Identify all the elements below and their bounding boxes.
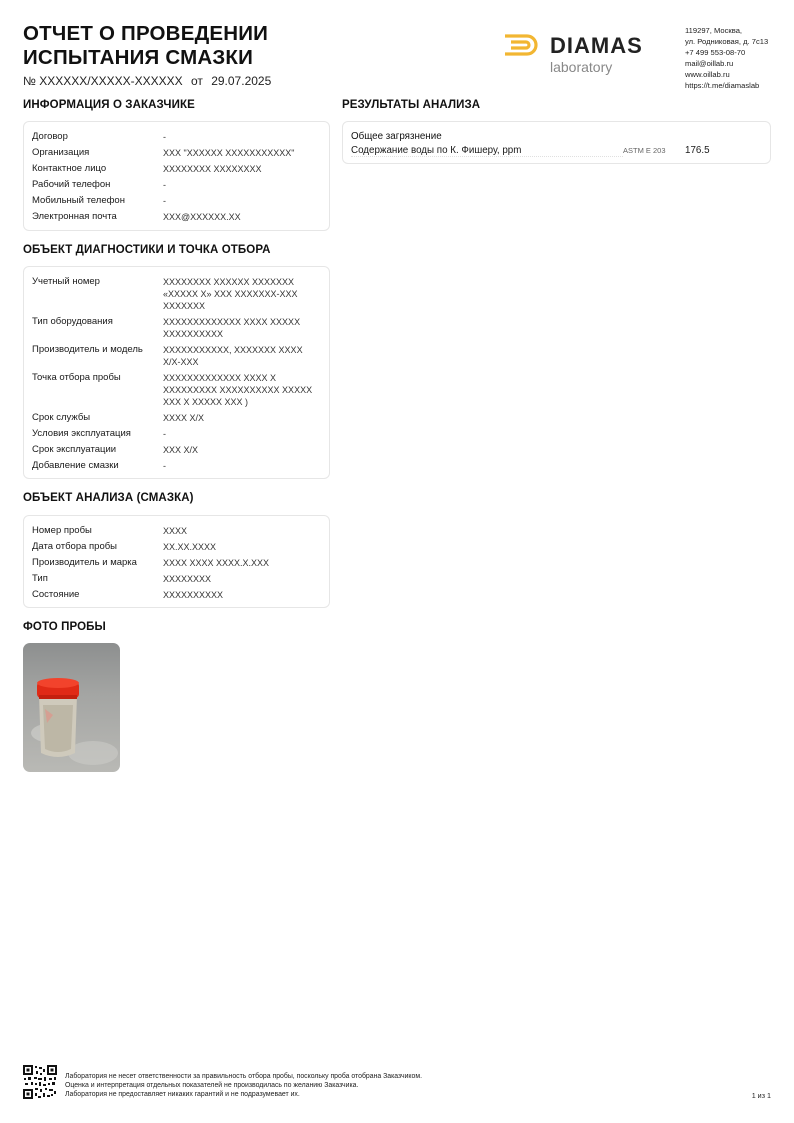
- field-label: Производитель и модель: [32, 344, 143, 355]
- result-method: ASTM E 203: [623, 146, 666, 155]
- field-label: Производитель и марка: [32, 557, 137, 568]
- field-value: -: [163, 429, 166, 439]
- field-value: XXXX XXXX XXXX.X.XXX: [163, 558, 270, 568]
- field-value: XX.XX.XXXX: [163, 542, 217, 552]
- logo-wordmark: DIAMAS: [550, 33, 643, 58]
- object-row: [32, 316, 321, 344]
- field-label: Тип: [32, 573, 48, 584]
- field-value: -: [163, 196, 166, 206]
- qr-code-icon[interactable]: [23, 1065, 57, 1099]
- address-line1: 119297, Москва,: [685, 26, 743, 35]
- diamas-logo: [503, 32, 673, 80]
- object-row: [32, 412, 321, 428]
- field-label: Организация: [32, 147, 90, 158]
- field-label: Учетный номер: [32, 276, 100, 287]
- website-link[interactable]: www.oillab.ru: [685, 70, 730, 79]
- sample-photo[interactable]: [23, 643, 120, 772]
- field-label: Мобильный телефон: [32, 195, 125, 206]
- field-value: XXXXXXXX: [163, 574, 212, 584]
- report-date-prefix: от: [190, 74, 203, 88]
- field-value: XXXX X/X: [163, 413, 205, 423]
- lubricant-row: [32, 557, 321, 573]
- results-card: [342, 121, 771, 164]
- field-label: Срок эксплуатации: [32, 444, 117, 455]
- diamas-logo-mark-icon: [503, 34, 539, 56]
- field-value: XXXXXXXXXXXXX XXXX XXXXX XXXXXXXXXX: [163, 317, 301, 339]
- customer-section-title: ИНФОРМАЦИЯ О ЗАКАЗЧИКЕ: [23, 99, 195, 111]
- field-label: Рабочий телефон: [32, 179, 111, 190]
- result-parameter: Содержание воды по К. Фишеру, ppm: [351, 145, 623, 157]
- customer-row: [32, 179, 321, 195]
- field-label: Договор: [32, 131, 68, 142]
- disclaimer-line: Лаборатория не несет ответственности за правильность отбора пробы, поскольку проба отобрана Заказчиком.: [65, 1073, 422, 1080]
- report-title-line1: ОТЧЕТ О ПРОВЕДЕНИИ: [23, 22, 269, 45]
- report-date: 29.07.2025: [211, 74, 272, 88]
- object-section-title: ОБЪЕКТ ДИАГНОСТИКИ И ТОЧКА ОТБОРА: [23, 244, 271, 256]
- lubricant-row: [32, 541, 321, 557]
- photo-section-title: ФОТО ПРОБЫ: [23, 621, 106, 633]
- field-value: XXX X/X: [163, 445, 199, 455]
- page-number: 1 из 1: [751, 1091, 771, 1100]
- customer-row: [32, 147, 321, 163]
- field-value: XXXXXXXXXXX, XXXXXXX XXXX X/X-XXX: [163, 345, 303, 367]
- disclaimer-line: Оценка и интерпретация отдельных показателей не производилась по желанию Заказчика.: [65, 1082, 359, 1089]
- field-value: XXX@XXXXXX.XX: [163, 212, 241, 222]
- footer-disclaimer: [65, 1072, 422, 1099]
- report-number-line: [23, 74, 276, 88]
- result-group-title: Общее загрязнение: [351, 131, 442, 142]
- email-link[interactable]: mail@oillab.ru: [685, 59, 734, 68]
- lubricant-row: [32, 589, 321, 605]
- customer-row: [32, 195, 321, 211]
- report-number: № XXXXXX/XXXXX-XXXXXX: [23, 74, 183, 88]
- telegram-link[interactable]: https://t.me/diamaslab: [685, 81, 760, 90]
- field-label: Контактное лицо: [32, 163, 107, 174]
- field-value: XXXX: [163, 526, 188, 536]
- field-label: Срок службы: [32, 412, 91, 423]
- object-row: [32, 460, 321, 476]
- lab-contacts: [685, 25, 768, 91]
- field-value: -: [163, 180, 166, 190]
- object-row: [32, 428, 321, 444]
- customer-row: [32, 211, 321, 227]
- customer-row: [32, 163, 321, 179]
- field-value: XXXXXXXXXXXXX XXXX X XXXXXXXXX XXXXXXXXXX XXXXX XXX X XXXXX XXX ): [163, 373, 313, 407]
- object-row: [32, 276, 321, 316]
- customer-row: [32, 131, 321, 147]
- object-card: [23, 266, 330, 479]
- field-value: -: [163, 461, 166, 471]
- disclaimer-line: Лаборатория не предоставляет никаких гарантий и не подразумевает их.: [65, 1091, 300, 1098]
- field-label: Дата отбора пробы: [32, 541, 118, 552]
- logo-subtitle: laboratory: [550, 59, 613, 75]
- object-row: [32, 444, 321, 460]
- address-line2: ул. Родниковая, д. 7с13: [685, 37, 769, 46]
- report-title-line2: ИСПЫТАНИЯ СМАЗКИ: [23, 46, 254, 69]
- result-value: 176.5: [685, 145, 710, 156]
- field-value: -: [163, 132, 166, 142]
- report-title: [23, 22, 268, 70]
- field-label: Тип оборудования: [32, 316, 113, 327]
- field-value: XXXXXXXXXX: [163, 590, 224, 600]
- field-value: XXXXXXXX XXXXXXXX: [163, 164, 262, 174]
- object-row: [32, 344, 321, 372]
- field-label: Добавление смазки: [32, 460, 119, 471]
- field-label: Состояние: [32, 589, 80, 600]
- field-label: Электронная почта: [32, 211, 117, 222]
- field-label: Номер пробы: [32, 525, 92, 536]
- results-section-title: РЕЗУЛЬТАТЫ АНАЛИЗА: [342, 99, 481, 111]
- lubricant-row: [32, 525, 321, 541]
- lubricant-row: [32, 573, 321, 589]
- customer-card: [23, 121, 330, 231]
- result-row: [351, 145, 762, 157]
- field-label: Точка отбора пробы: [32, 372, 121, 383]
- lubricant-card: [23, 515, 330, 608]
- sample-jar-image: [23, 643, 120, 772]
- lubricant-section-title: ОБЪЕКТ АНАЛИЗА (СМАЗКА): [23, 492, 194, 504]
- field-value: XXX "XXXXXX XXXXXXXXXXX": [163, 148, 295, 158]
- phone[interactable]: +7 499 553-08-70: [685, 48, 746, 57]
- field-label: Условия эксплуатация: [32, 428, 131, 439]
- object-row: [32, 372, 321, 412]
- field-value: XXXXXXXX XXXXXX XXXXXXX «XXXXX X» XXX XXXXXXX-XXX XXXXXXX: [163, 277, 298, 311]
